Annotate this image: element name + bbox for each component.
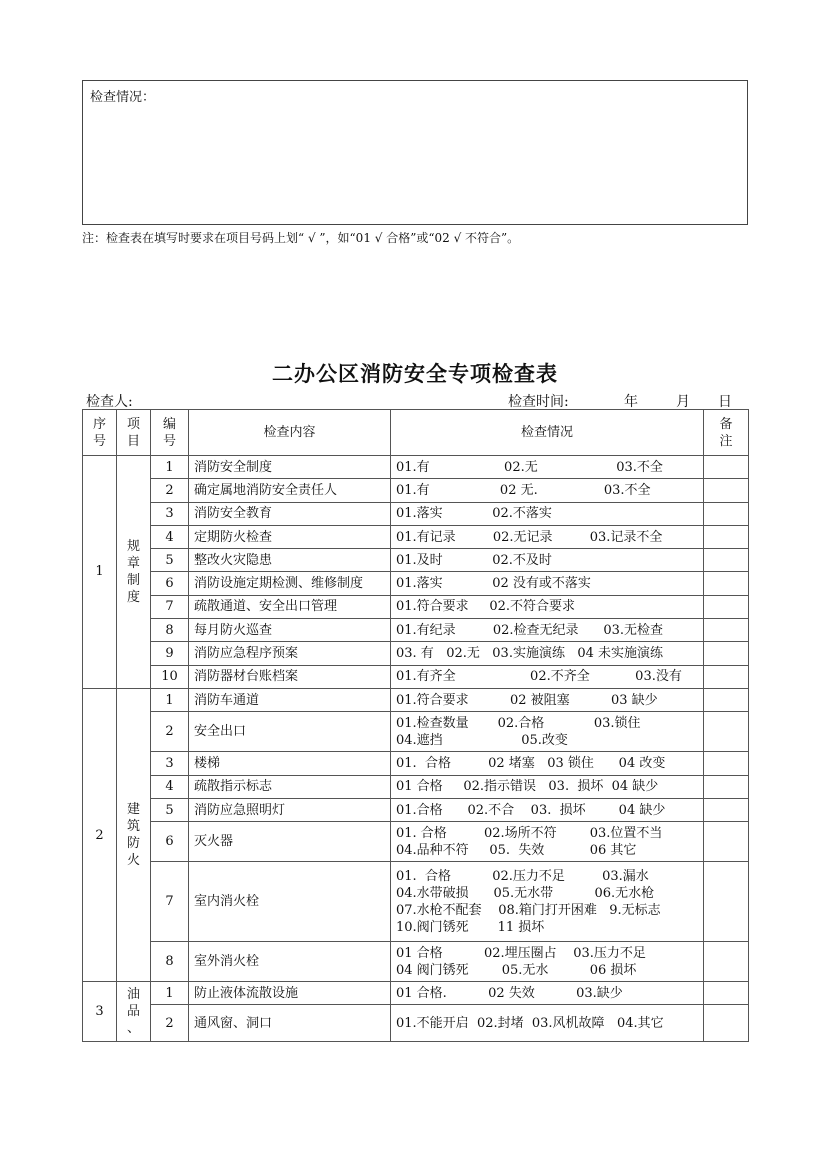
status-options-line: 01.合格 02.不合 03. 损坏 04 缺少 — [396, 802, 666, 818]
table-row — [83, 798, 749, 821]
status-options-line: 01. 合格 02 堵塞 03 锁住 04 改变 — [396, 755, 666, 771]
check-status[interactable] — [391, 525, 704, 548]
check-content: 安全出口 — [189, 712, 391, 752]
check-table — [82, 409, 749, 1042]
table-row — [83, 688, 749, 711]
table-row — [83, 479, 749, 502]
check-content: 楼梯 — [189, 752, 391, 775]
month-unit: 月 — [676, 394, 690, 410]
table-row — [83, 775, 749, 798]
table-row — [83, 619, 749, 642]
check-content: 疏散指示标志 — [189, 775, 391, 798]
check-status[interactable] — [391, 549, 704, 572]
item-number: 10 — [151, 665, 189, 688]
remark-cell[interactable] — [704, 479, 749, 502]
remark-cell[interactable] — [704, 502, 749, 525]
header-seq: 序 号 — [83, 410, 117, 456]
table-row — [83, 942, 749, 982]
item-number: 3 — [151, 502, 189, 525]
table-row — [83, 525, 749, 548]
status-options-line: 01.符合要求 02 被阻塞 03 缺少 — [396, 692, 658, 708]
check-status[interactable] — [391, 642, 704, 665]
check-content: 通风窗、洞口 — [189, 1005, 391, 1042]
check-content: 消防应急程序预案 — [189, 642, 391, 665]
table-row — [83, 712, 749, 752]
table-row — [83, 642, 749, 665]
status-options-line: 07.水枪不配套 08.箱门打开困难 9.无标志 — [396, 902, 661, 918]
status-options-line: 04.品种不符 05. 失效 06 其它 — [396, 842, 637, 858]
check-content: 防止液体流散设施 — [189, 982, 391, 1005]
check-status[interactable] — [391, 619, 704, 642]
section-name: 建 筑 防 火 — [117, 688, 151, 981]
check-status[interactable] — [391, 665, 704, 688]
table-row — [83, 549, 749, 572]
check-content: 室内消火栓 — [189, 862, 391, 942]
check-content: 消防安全教育 — [189, 502, 391, 525]
check-status[interactable] — [391, 1005, 704, 1042]
item-number: 6 — [151, 572, 189, 595]
status-options-line: 01.有纪录 02.检查无纪录 03.无检查 — [396, 622, 664, 638]
remark-cell[interactable] — [704, 752, 749, 775]
item-number: 2 — [151, 712, 189, 752]
remark-cell[interactable] — [704, 822, 749, 862]
item-number: 8 — [151, 619, 189, 642]
check-status[interactable] — [391, 982, 704, 1005]
year-unit: 年 — [624, 394, 638, 410]
status-options-line: 01 合格 02.指示错误 03. 损坏 04 缺少 — [396, 779, 659, 795]
header-remark: 备 注 — [704, 410, 749, 456]
item-number: 4 — [151, 775, 189, 798]
item-number: 5 — [151, 549, 189, 572]
table-row — [83, 572, 749, 595]
status-options-line: 04.遮挡 05.改变 — [396, 732, 568, 748]
section-number: 3 — [83, 982, 117, 1042]
check-status[interactable] — [391, 798, 704, 821]
status-options-line: 01. 合格 02.场所不符 03.位置不当 — [396, 825, 663, 841]
inspection-status-box — [82, 80, 748, 225]
remark-cell[interactable] — [704, 549, 749, 572]
remark-cell[interactable] — [704, 798, 749, 821]
header-row — [83, 410, 749, 456]
status-options-line: 01.有齐全 02.不齐全 03.没有 — [396, 669, 682, 685]
table-row — [83, 822, 749, 862]
remark-cell[interactable] — [704, 595, 749, 618]
check-status[interactable] — [391, 572, 704, 595]
header-num: 编 号 — [151, 410, 189, 456]
status-options-line: 03. 有 02.无 03.实施演练 04 未实施演练 — [396, 646, 664, 662]
remark-cell[interactable] — [704, 572, 749, 595]
check-status[interactable] — [391, 942, 704, 982]
remark-cell[interactable] — [704, 982, 749, 1005]
item-number: 9 — [151, 642, 189, 665]
check-content: 疏散通道、安全出口管理 — [189, 595, 391, 618]
remark-cell[interactable] — [704, 1005, 749, 1042]
inspection-time-label: 检查时间: — [508, 394, 569, 410]
item-number: 1 — [151, 456, 189, 479]
remark-cell[interactable] — [704, 942, 749, 982]
status-options-line: 01 合格 02.埋压圈占 03.压力不足 — [396, 945, 646, 961]
item-number: 1 — [151, 688, 189, 711]
fill-note: 注：检查表在填写时要求在项目号码上划“ √ ”，如“01 √ 合格”或“02 √ 不符合”。 — [82, 231, 520, 245]
item-number: 3 — [151, 752, 189, 775]
section-number: 2 — [83, 688, 117, 981]
status-options-line: 04 阀门锈死 05.无水 06 损坏 — [396, 962, 637, 978]
status-options-line: 01.有记录 02.无记录 03.记录不全 — [396, 529, 663, 545]
item-number: 1 — [151, 982, 189, 1005]
remark-cell[interactable] — [704, 712, 749, 752]
status-options-line: 01.落实 02.不落实 — [396, 506, 552, 522]
check-status[interactable] — [391, 688, 704, 711]
check-content: 确定属地消防安全责任人 — [189, 479, 391, 502]
table-row — [83, 982, 749, 1005]
table-row — [83, 456, 749, 479]
status-options-line: 01.有 02.无 03.不全 — [396, 459, 663, 475]
status-options-line: 10.阀门锈死 11 损坏 — [396, 919, 545, 935]
status-options-line: 04.水带破损 05.无水带 06.无水枪 — [396, 885, 655, 901]
check-status[interactable] — [391, 595, 704, 618]
page-title: 二办公区消防安全专项检查表 — [272, 362, 558, 386]
header-item: 项 目 — [117, 410, 151, 456]
check-status[interactable] — [391, 862, 704, 942]
status-options-line: 01.不能开启 02.封堵 03.风机故障 04.其它 — [396, 1015, 664, 1031]
check-status[interactable] — [391, 479, 704, 502]
check-content: 灭火器 — [189, 822, 391, 862]
table-row — [83, 862, 749, 942]
table-row — [83, 665, 749, 688]
day-unit: 日 — [718, 394, 732, 410]
status-options-line: 01 合格. 02 失效 03.缺少 — [396, 985, 623, 1001]
item-number: 8 — [151, 942, 189, 982]
table-row — [83, 752, 749, 775]
check-status[interactable] — [391, 502, 704, 525]
check-status[interactable] — [391, 752, 704, 775]
header-status: 检查情况 — [391, 410, 704, 456]
remark-cell[interactable] — [704, 775, 749, 798]
item-number: 2 — [151, 479, 189, 502]
item-number: 6 — [151, 822, 189, 862]
status-options-line: 01. 合格 02.压力不足 03.漏水 — [396, 868, 649, 884]
remark-cell[interactable] — [704, 642, 749, 665]
remark-cell[interactable] — [704, 862, 749, 942]
check-status[interactable] — [391, 775, 704, 798]
check-status[interactable] — [391, 456, 704, 479]
remark-cell[interactable] — [704, 456, 749, 479]
status-options-line: 01.有 02 无. 03.不全 — [396, 482, 651, 498]
item-number: 7 — [151, 862, 189, 942]
check-content: 消防应急照明灯 — [189, 798, 391, 821]
check-status[interactable] — [391, 712, 704, 752]
item-number: 4 — [151, 525, 189, 548]
check-content: 每月防火巡查 — [189, 619, 391, 642]
table-row — [83, 502, 749, 525]
section-name: 油 品 、 — [117, 982, 151, 1042]
inspection-status-label: 检查情况： — [90, 90, 156, 105]
check-content: 消防车通道 — [189, 688, 391, 711]
section-number: 1 — [83, 456, 117, 689]
inspector-label: 检查人: — [86, 394, 133, 410]
status-options-line: 01.落实 02 没有或不落实 — [396, 576, 591, 592]
header-content: 检查内容 — [189, 410, 391, 456]
check-content: 定期防火检查 — [189, 525, 391, 548]
check-content: 消防安全制度 — [189, 456, 391, 479]
item-number: 2 — [151, 1005, 189, 1042]
remark-cell[interactable] — [704, 665, 749, 688]
remark-cell[interactable] — [704, 619, 749, 642]
remark-cell[interactable] — [704, 688, 749, 711]
remark-cell[interactable] — [704, 525, 749, 548]
check-status[interactable] — [391, 822, 704, 862]
item-number: 5 — [151, 798, 189, 821]
check-content: 消防器材台账档案 — [189, 665, 391, 688]
check-content: 室外消火栓 — [189, 942, 391, 982]
table-row — [83, 1005, 749, 1042]
status-options-line: 01.及时 02.不及时 — [396, 552, 552, 568]
table-row — [83, 595, 749, 618]
status-options-line: 01.符合要求 02.不符合要求 — [396, 599, 576, 615]
status-options-line: 01.检查数量 02.合格 03.锁住 — [396, 715, 641, 731]
item-number: 7 — [151, 595, 189, 618]
check-content: 整改火灾隐患 — [189, 549, 391, 572]
check-content: 消防设施定期检测、维修制度 — [189, 572, 391, 595]
section-name: 规 章 制 度 — [117, 456, 151, 689]
